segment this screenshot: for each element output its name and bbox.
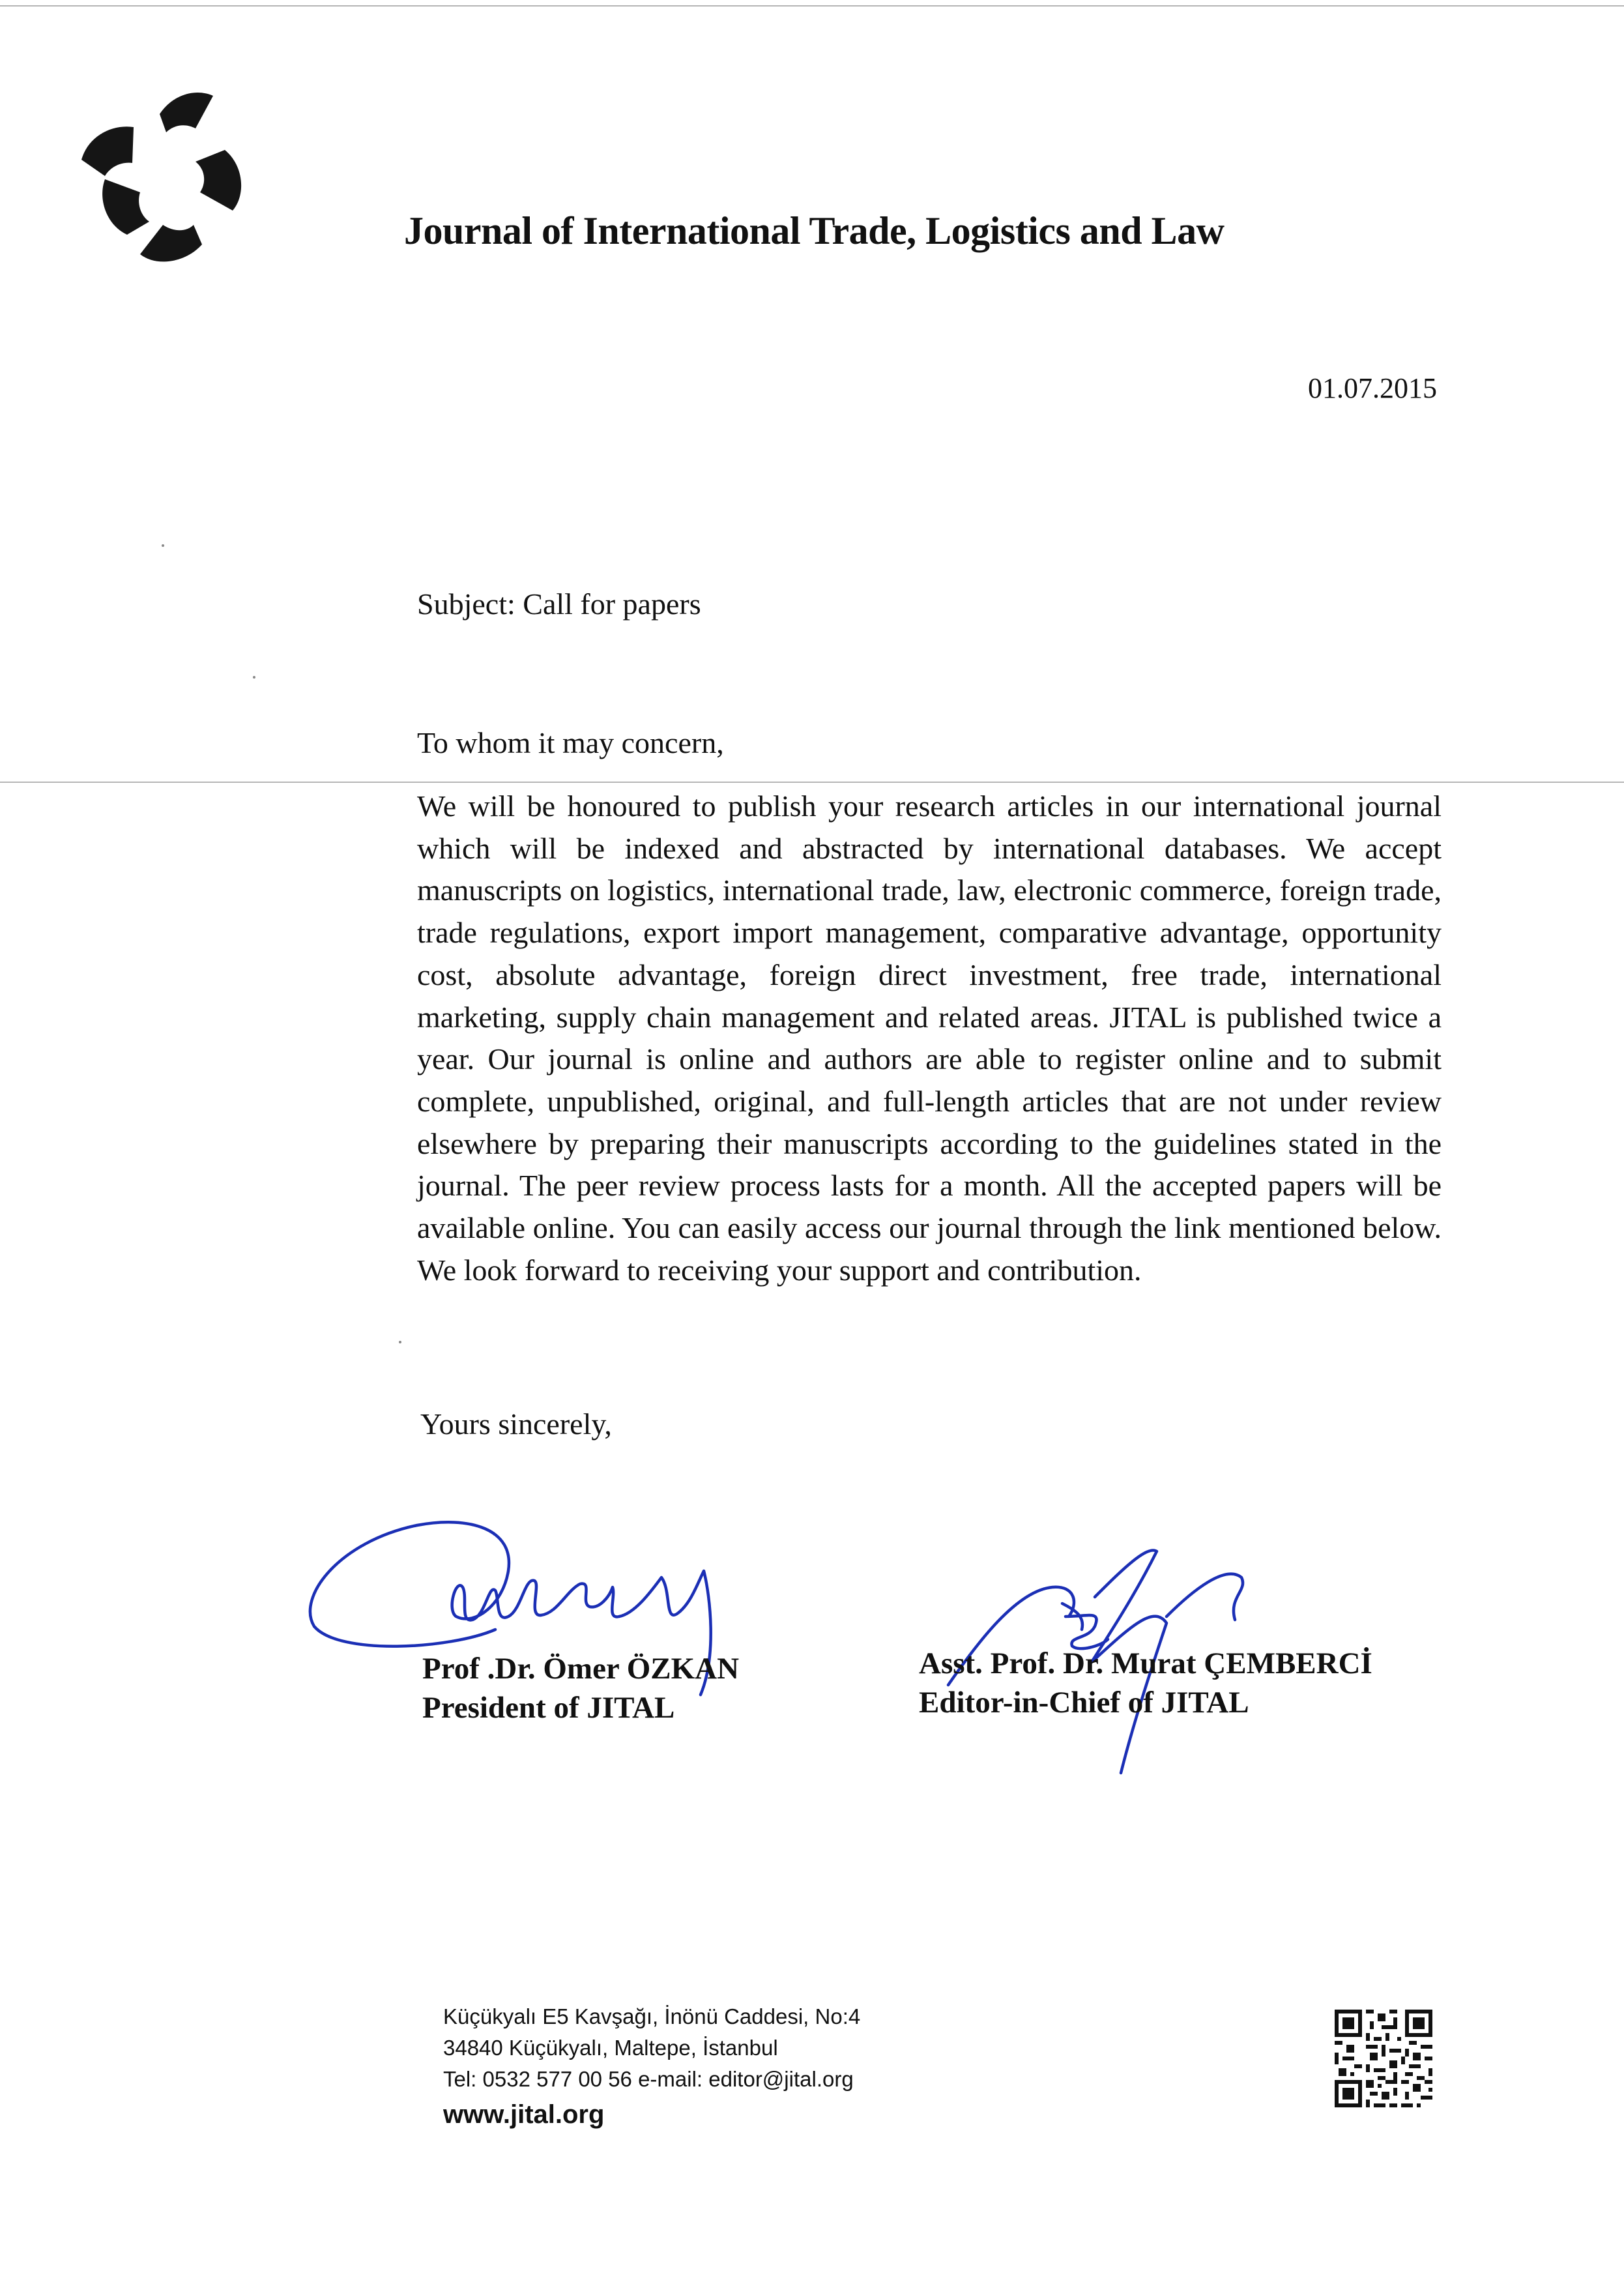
top-fold-line	[0, 5, 1624, 7]
letter-body: We will be honoured to publish your research articles in our international journal which will be indexed and abstracted by international databases. We accept manuscripts on logistics, international trade, law, electronic commerce, foreign trade, trade regulations, export import management, comparative advantage, opportunity cost, absolute advantage, foreign direct investment, free trade, international marketing, supply chain management and related areas. JITAL is published twice a year. Our journal is online and authors are able to register online and to submit complete, unpublished, original, and full-length articles that are not under review elsewhere by preparing their manuscripts according to the guidelines stated in the journal. The peer review process lasts for a month. All the accepted papers will be available online. You can easily access our journal through the link mentioned below. We look forward to receiving your support and contribution.	[417, 789, 1442, 1287]
signatory-title: Editor-in-Chief of JITAL	[919, 1686, 1249, 1720]
signatory-name: Prof .Dr. Ömer ÖZKAN	[422, 1652, 740, 1686]
journal-title: Journal of International Trade, Logistics and Law	[404, 209, 1225, 252]
letter-salutation: To whom it may concern,	[417, 726, 724, 759]
footer-address-line2: 34840 Küçükyalı, Maltepe, İstanbul	[443, 2036, 778, 2060]
middle-fold-line	[0, 782, 1624, 783]
letter-footer	[443, 2001, 860, 2133]
letter-subject: Subject: Call for papers	[417, 587, 701, 621]
letter-closing: Yours sincerely,	[420, 1407, 612, 1441]
scan-speck	[162, 544, 164, 547]
signatory-title: President of JITAL	[422, 1691, 675, 1725]
signatory-name: Asst. Prof. Dr. Murat ÇEMBERCİ	[919, 1647, 1372, 1680]
scan-speck	[399, 1341, 401, 1343]
scan-speck	[253, 676, 255, 679]
footer-website-link[interactable]: www.jital.org	[443, 2100, 605, 2129]
letter-date: 01.07.2015	[1308, 372, 1437, 404]
signatory-cemberci	[919, 1644, 1372, 1722]
pinwheel-logo-icon	[62, 88, 257, 274]
footer-contact: Tel: 0532 577 00 56 e-mail: editor@jital.org	[443, 2067, 854, 2091]
footer-address-line1: Küçükyalı E5 Kavşağı, İnönü Caddesi, No:4	[443, 2004, 861, 2028]
signatory-ozkan	[422, 1649, 739, 1727]
qr-code-icon[interactable]	[1335, 2010, 1432, 2107]
